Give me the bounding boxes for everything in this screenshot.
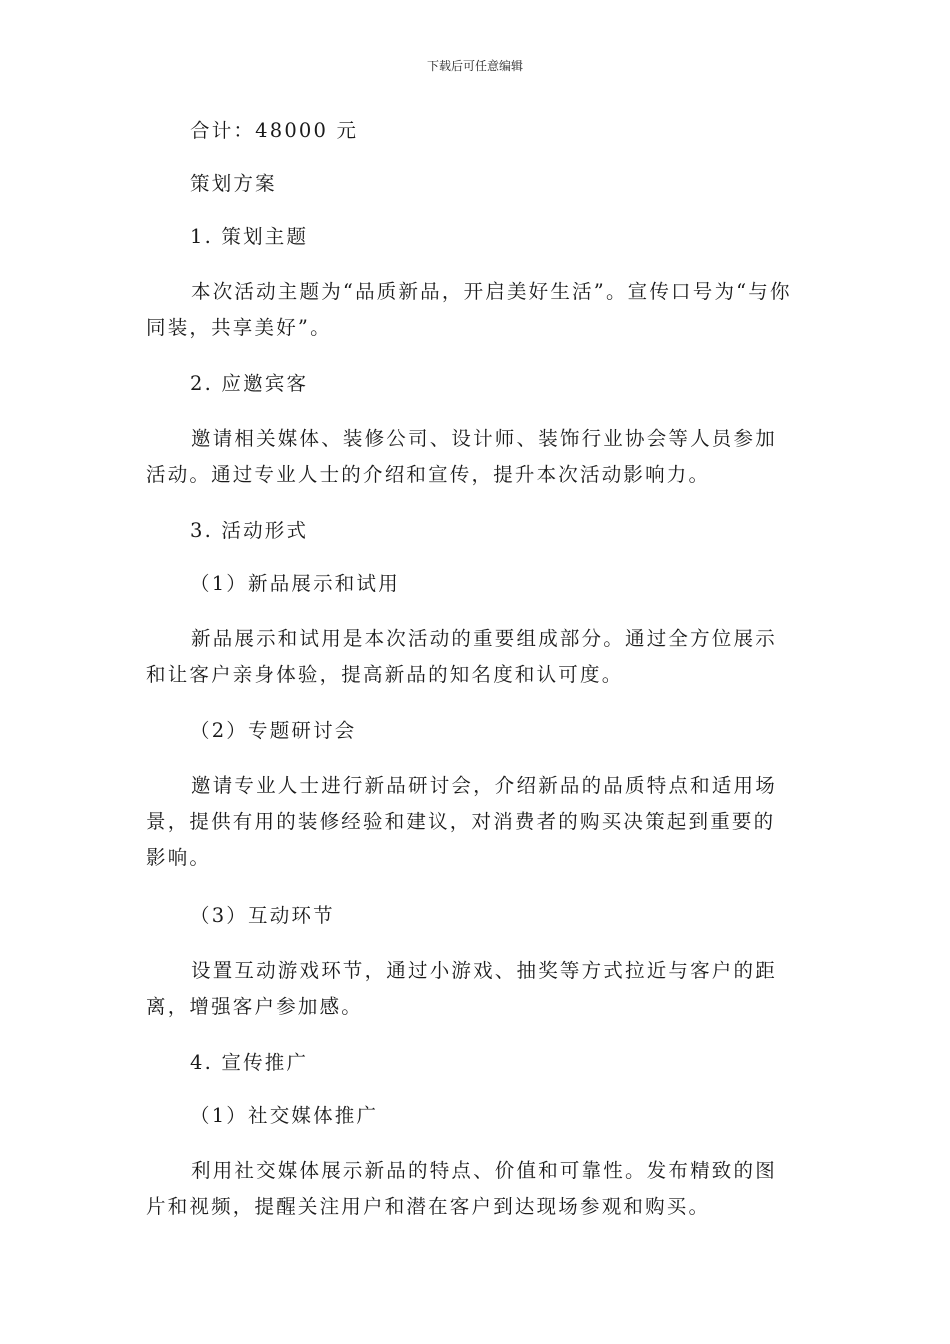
- section-theme-title: 1. 策划主题: [190, 225, 309, 248]
- section-promotion-title: 4. 宣传推广: [190, 1051, 309, 1074]
- plan-title: 策划方案: [190, 172, 277, 195]
- subsection-social-title: （1）社交媒体推广: [190, 1104, 379, 1127]
- subsection-showcase-body: 新品展示和试用是本次活动的重要组成部分。通过全方位展示和让客户亲身体验，提高新品的知名度和认可度。: [146, 627, 777, 686]
- subsection-social-body: 利用社交媒体展示新品的特点、价值和可靠性。发布精致的图片和视频，提醒关注用户和潜在客户到达现场参观和购买。: [146, 1159, 777, 1218]
- section-format-title: 3. 活动形式: [190, 519, 309, 542]
- total-amount: 合计：48000 元: [190, 119, 359, 142]
- subsection-interactive-title: （3）互动环节: [190, 904, 335, 927]
- subsection-showcase-title: （1）新品展示和试用: [190, 572, 400, 595]
- edit-note-header: 下载后可任意编辑: [426, 59, 523, 73]
- section-guests-title: 2. 应邀宾客: [190, 372, 309, 395]
- subsection-seminar-title: （2）专题研讨会: [190, 719, 357, 742]
- section-guests-body: 邀请相关媒体、装修公司、设计师、装饰行业协会等人员参加活动。通过专业人士的介绍和宣传，提升本次活动影响力。: [146, 427, 777, 486]
- subsection-seminar-body: 邀请专业人士进行新品研讨会，介绍新品的品质特点和适用场景，提供有用的装修经验和建议，对消费者的购买决策起到重要的影响。: [146, 774, 777, 869]
- section-theme-body: 本次活动主题为“品质新品，开启美好生活”。宣传口号为“与你同装，共享美好”。: [146, 280, 792, 339]
- subsection-interactive-body: 设置互动游戏环节，通过小游戏、抽奖等方式拉近与客户的距离，增强客户参加感。: [146, 959, 777, 1018]
